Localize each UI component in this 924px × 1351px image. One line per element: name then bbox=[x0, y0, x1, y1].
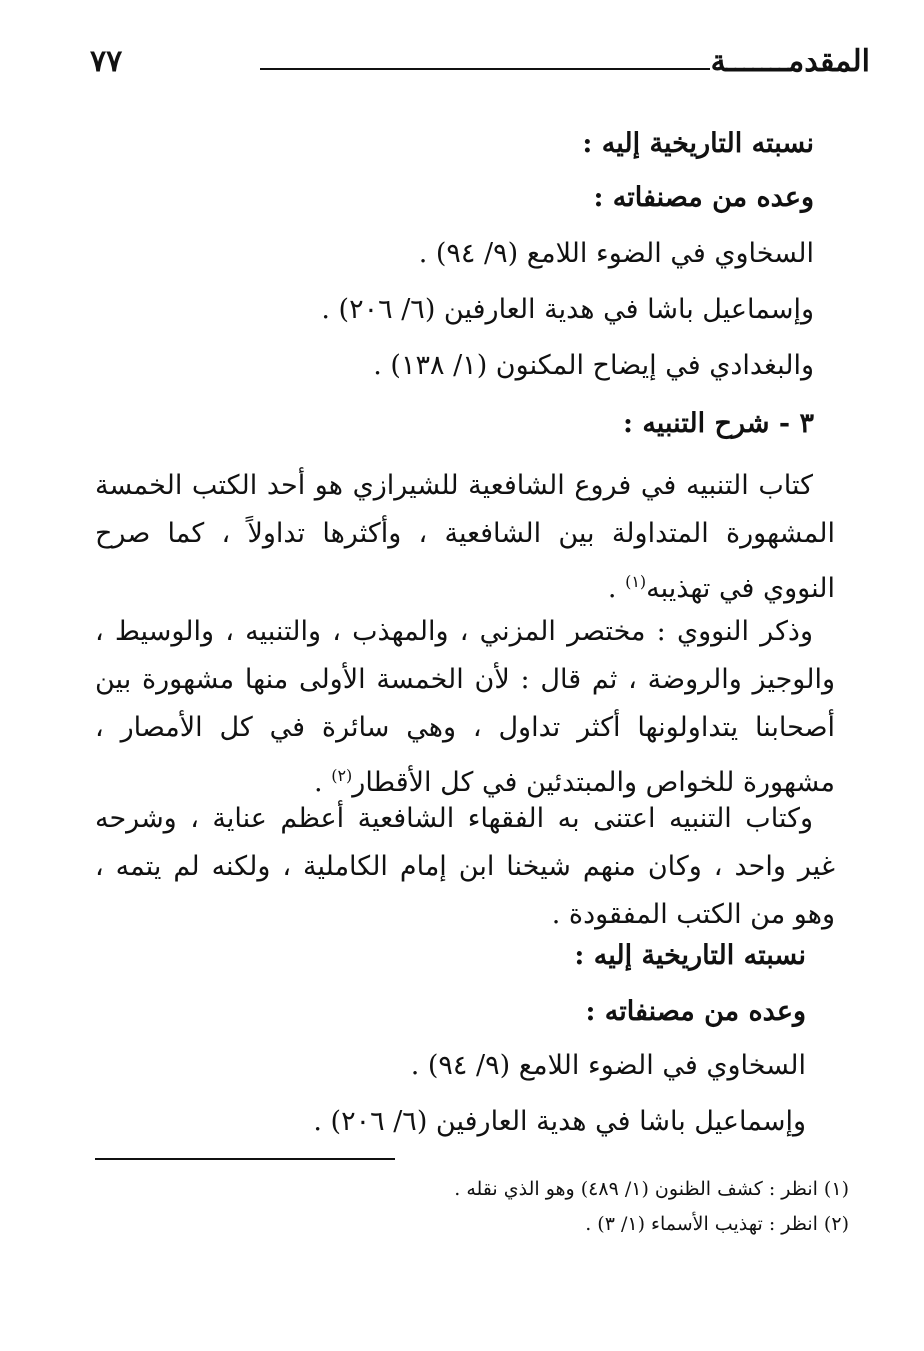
page-header bbox=[90, 40, 870, 90]
paragraph-text: كتاب التنبيه في فروع الشافعية للشيرازي هو أحد الكتب الخمسة المشهورة المتداولة بين الشافعية ، وأكثرها تداولاً ، كما صرح النووي في تهذيبه bbox=[95, 470, 835, 604]
paragraph-end: . bbox=[607, 573, 626, 604]
footnote: (٢) انظر : تهذيب الأسماء (١/ ٣) . bbox=[585, 1213, 849, 1235]
reference-line: والبغدادي في إيضاح المكنون (١/ ١٣٨) . bbox=[373, 350, 814, 381]
paragraph-text: وذكر النووي : مختصر المزني ، والمهذب ، والتنبيه ، والوسيط ، والوجيز والروضة ، ثم قال : لأن الخمسة الأولى منها مشهورة بين أصحابنا يتداولونها أكثر تداول ، وهي سائرة في كل الأمصار ، مشهورة للخواص والمبتدئين في كل الأقطار bbox=[95, 616, 835, 798]
count-heading: وعده من مصنفاته : bbox=[593, 182, 814, 213]
page-number: ٧٧ bbox=[90, 44, 123, 79]
footnote-ref: (٢) bbox=[331, 766, 353, 785]
paragraph bbox=[95, 795, 835, 939]
paragraph bbox=[95, 608, 835, 807]
reference-line: وإسماعيل باشا في هدية العارفين (٦/ ٢٠٦) . bbox=[313, 1106, 806, 1137]
footnote-rule bbox=[95, 1158, 395, 1160]
footnote-ref: (١) bbox=[625, 572, 647, 591]
header-rule bbox=[260, 68, 710, 70]
reference-line: السخاوي في الضوء اللامع (٩/ ٩٤) . bbox=[418, 238, 814, 269]
nisbah-heading: نسبته التاريخية إليه : bbox=[582, 128, 814, 159]
reference-line: وإسماعيل باشا في هدية العارفين (٦/ ٢٠٦) . bbox=[321, 294, 814, 325]
running-title: المقدمـــــــة bbox=[710, 44, 870, 79]
section-heading: ٣ - شرح التنبيه : bbox=[622, 408, 814, 439]
paragraph-end: . bbox=[314, 767, 332, 798]
count-heading: وعده من مصنفاته : bbox=[585, 996, 806, 1027]
reference-line: السخاوي في الضوء اللامع (٩/ ٩٤) . bbox=[410, 1050, 806, 1081]
paragraph-text: وكتاب التنبيه اعتنى به الفقهاء الشافعية أعظم عناية ، وشرحه غير واحد ، وكان منهم شيخنا ابن إمام الكاملية ، ولكنه لم يتمه ، وهو من الكتب المفقودة . bbox=[95, 803, 835, 930]
paragraph bbox=[95, 462, 835, 613]
nisbah-heading: نسبته التاريخية إليه : bbox=[574, 940, 806, 971]
footnote: (١) انظر : كشف الظنون (١/ ٤٨٩) وهو الذي نقله . bbox=[454, 1178, 849, 1200]
